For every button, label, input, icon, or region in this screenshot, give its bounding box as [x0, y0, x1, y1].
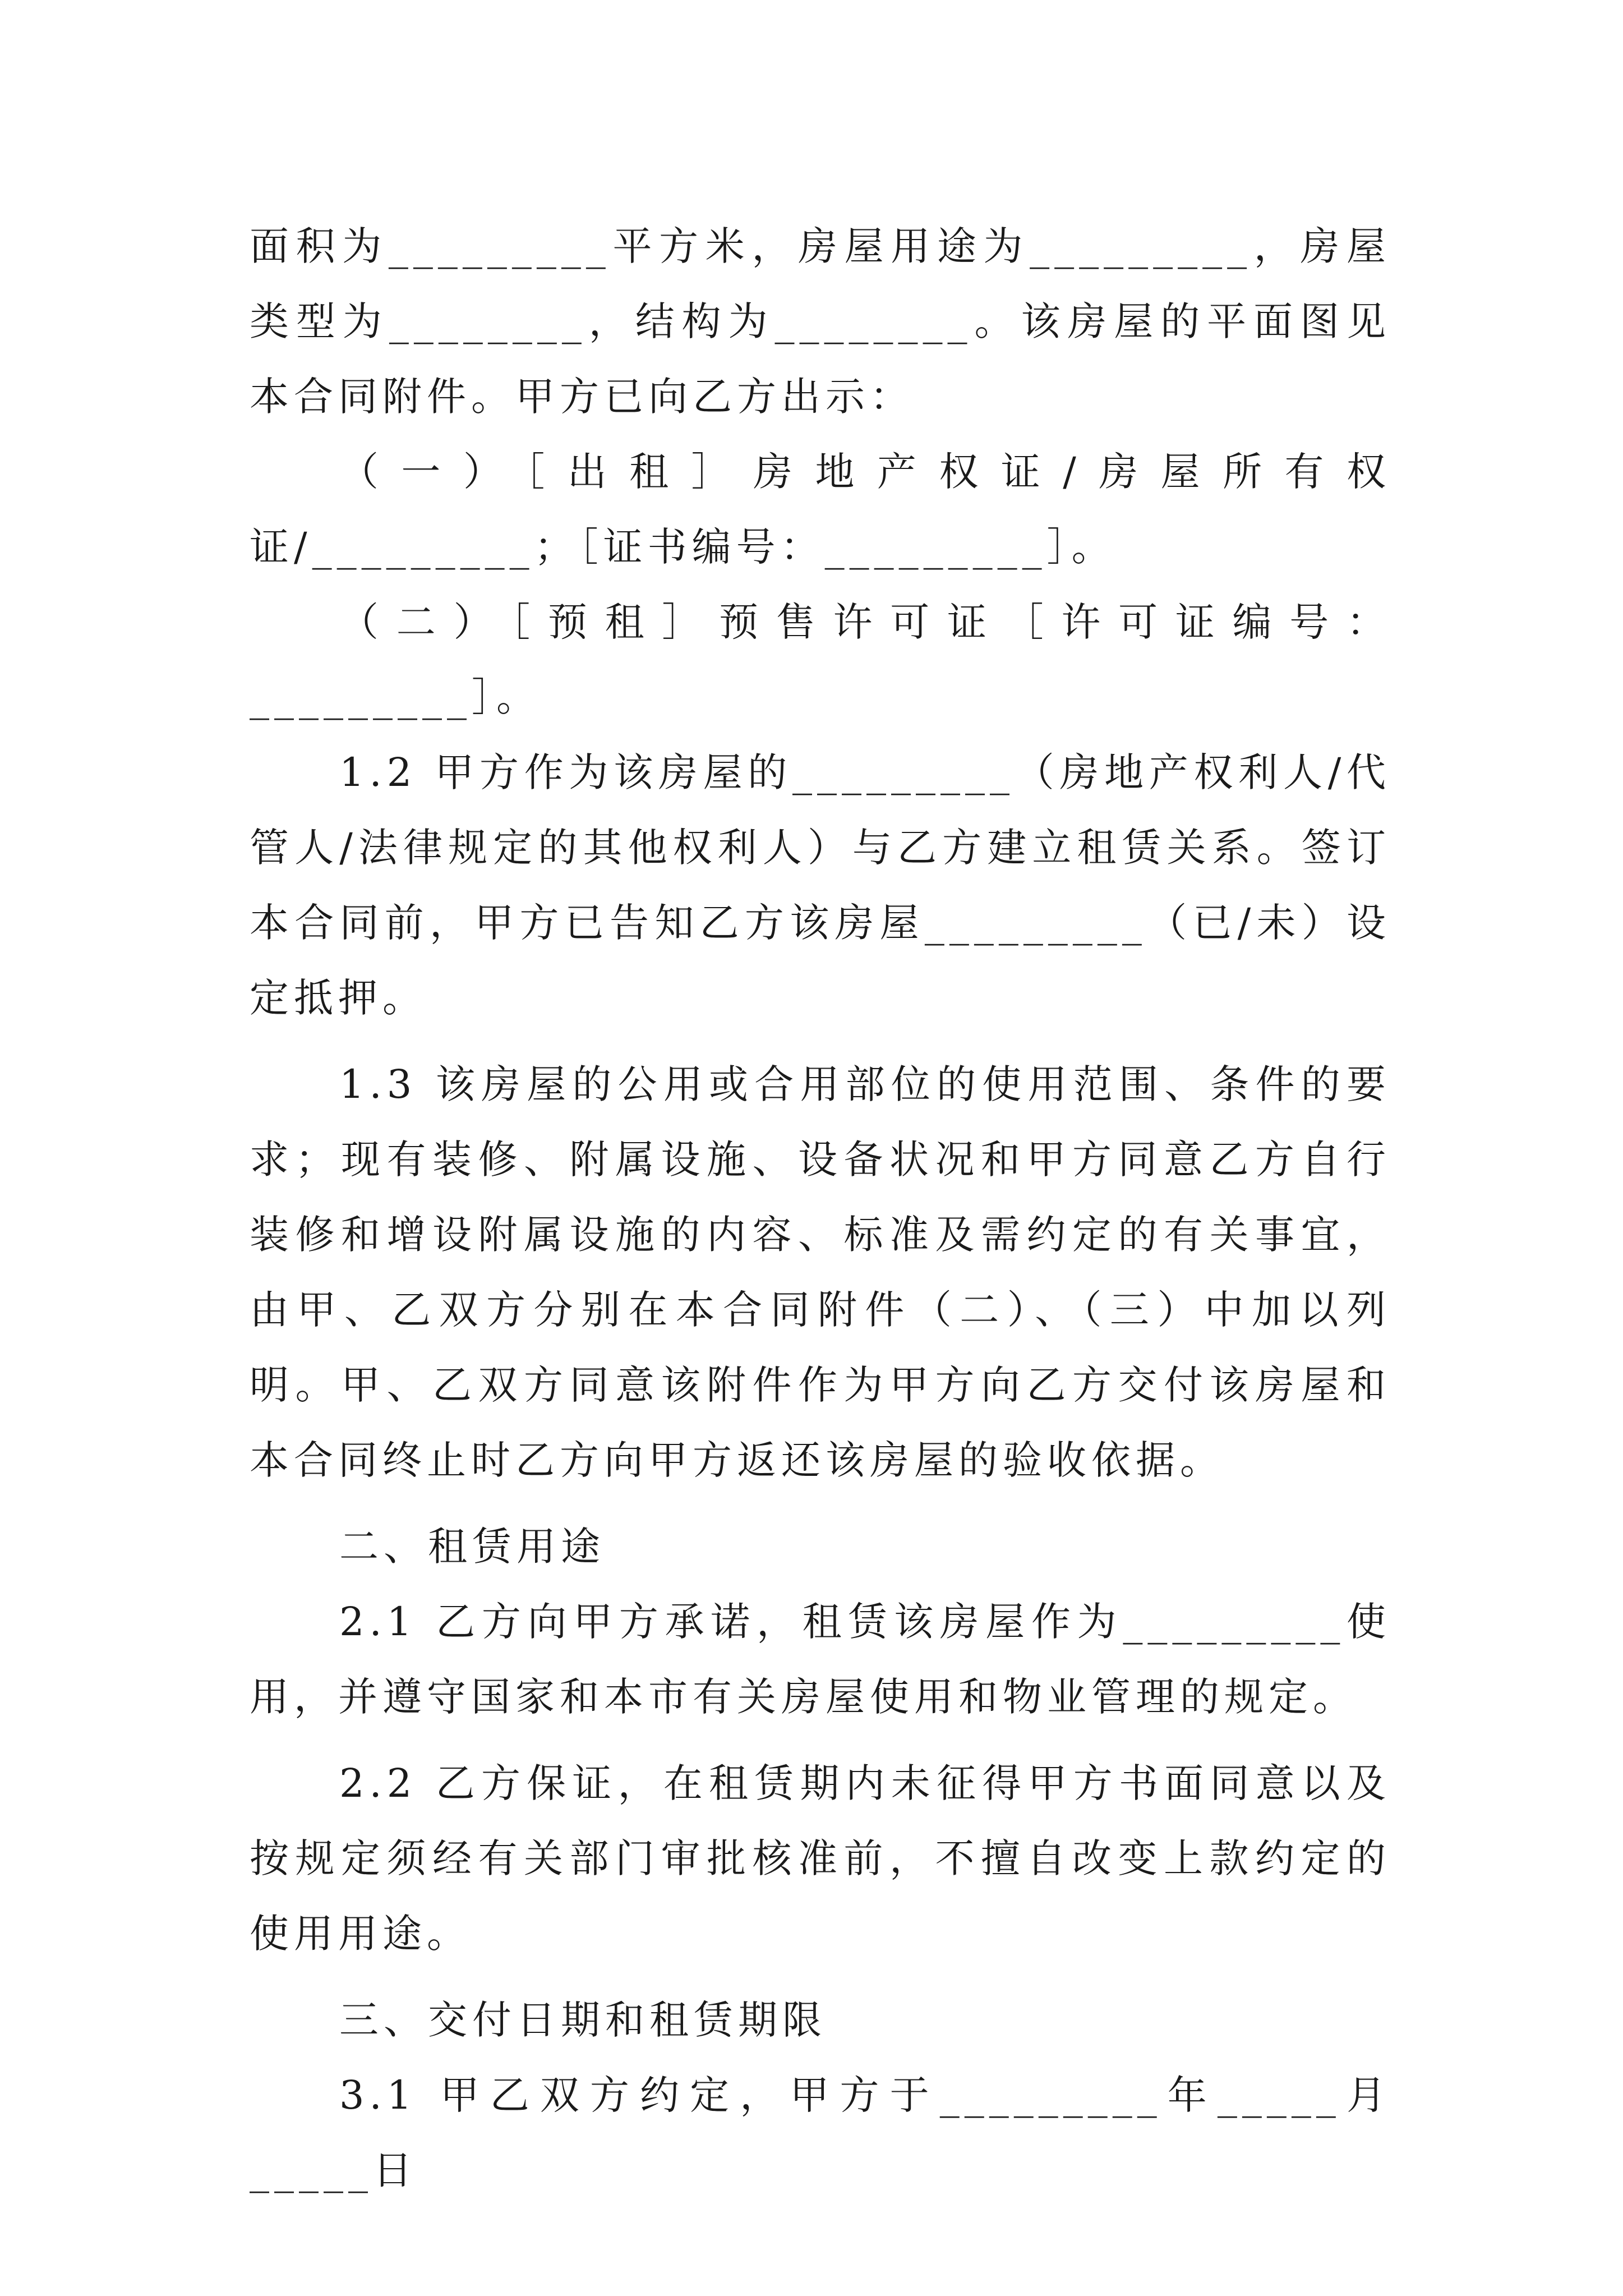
- paragraph-area-usage: 面积为_________平方米，房屋用途为_________，房屋类型为________，结构为________。该房屋的平面图见本合同附件。甲方已向乙方出示：: [250, 223, 1391, 420]
- section-heading-delivery-term: 三、交付日期和租赁期限: [339, 1997, 827, 2043]
- contract-body: [250, 209, 1391, 2208]
- paragraph-clause-1-2: 1.2 甲方作为该房屋的_________（房地产权利人/代管人/法律规定的其他权利人）与乙方建立租赁关系。签订本合同前，甲方已告知乙方该房屋_________（已/未）设定抵押。: [250, 749, 1391, 1021]
- section-heading-lease-usage: 二、租赁用途: [339, 1524, 605, 1570]
- paragraph-clause-1-3: 1.3 该房屋的公用或合用部位的使用范围、条件的要求；现有装修、附属设施、设备状况和甲方同意乙方自行装修和增设附属设施的内容、标准及需约定的有关事宜，由甲、乙双方分别在本合同附件（二）、（三）中加以列明。甲、乙双方同意该附件作为甲方向乙方交付该房屋和本合同终止时乙方向甲方返还该房屋的验收依据。: [250, 1061, 1391, 1483]
- paragraph-clause-2-1: 2.1 乙方向甲方承诺，租赁该房屋作为_________使用，并遵守国家和本市有关房屋使用和物业管理的规定。: [250, 1599, 1391, 1720]
- paragraph-lease-certificate: （一）［出租］房地产权证/房屋所有权证/_________；［证书编号：_________］。: [250, 449, 1391, 570]
- paragraph-clause-2-2: 2.2 乙方保证，在租赁期内未征得甲方书面同意以及按规定须经有关部门审批核准前，不擅自改变上款约定的使用用途。: [250, 1760, 1391, 1957]
- paragraph-clause-3-1: 3.1 甲乙双方约定，甲方于_________年_____月_____日: [250, 2072, 1391, 2193]
- paragraph-presale-permit: （二）［预租］预售许可证［许可证编号：_________］。: [250, 599, 1391, 720]
